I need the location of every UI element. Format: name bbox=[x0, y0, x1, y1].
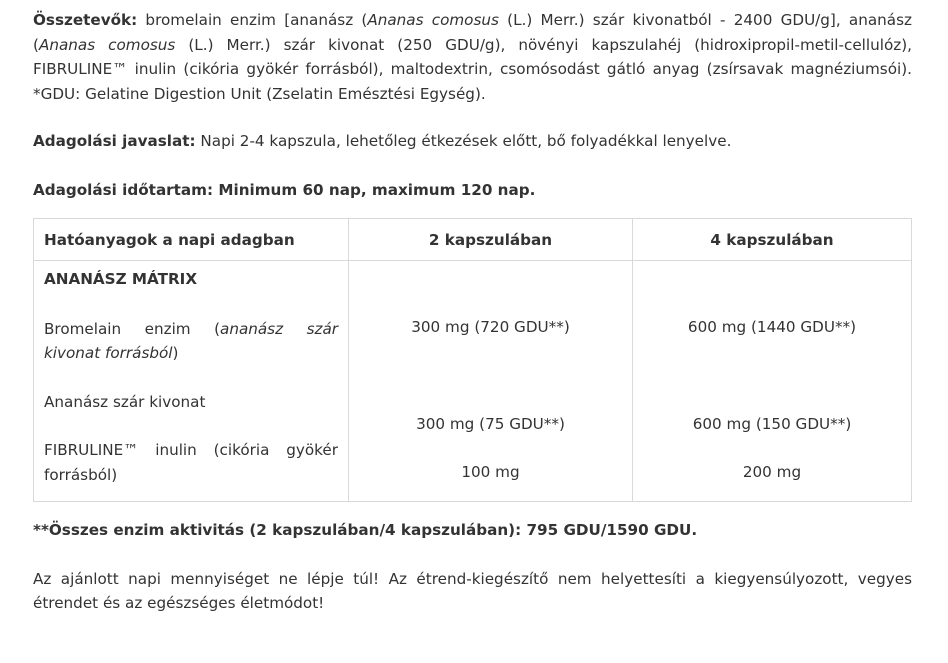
total-enzyme-activity: **Összes enzim aktivitás (2 kapszulában/4 kapszulában): 795 GDU/1590 GDU. bbox=[33, 521, 698, 539]
value-bromelain-4: 600 mg (1440 GDU**) bbox=[687, 318, 857, 336]
product-info-content bbox=[33, 8, 912, 616]
table-header-row bbox=[34, 219, 912, 261]
ananasz-label: Ananász szár kivonat bbox=[44, 392, 206, 411]
table-cell-4-capsules bbox=[633, 261, 912, 502]
ingredients-text-2: (L.) Merr.) szár kivonatból - 2400 GDU/g], ananász ( bbox=[33, 11, 912, 54]
section-title: ANANÁSZ MÁTRIX bbox=[44, 270, 198, 288]
value-ananasz-4: 600 mg (150 GDU**) bbox=[692, 414, 852, 433]
value-fibruline-4: 200 mg bbox=[742, 463, 802, 481]
bromelain-label: Bromelain enzim (ananász szár kivonat forrásból) bbox=[44, 319, 339, 362]
ingredients-text-1: bromelain enzim [ananász ( bbox=[137, 11, 368, 29]
active-ingredients-table bbox=[33, 218, 912, 502]
dosage-label: Adagolási javaslat: bbox=[33, 132, 196, 150]
table-header-cell: 4 kapszulában bbox=[633, 219, 912, 261]
ingredients-latin-1: Ananas comosus bbox=[367, 11, 499, 29]
warning-paragraph: Az ajánlott napi mennyiséget ne lépje túl! Az étrend-kiegészítő nem helyettesíti a kiegyensúlyozott, vegyes étrendet és az egészséges életmódot! bbox=[33, 569, 912, 612]
ingredients-text-3: (L.) Merr.) szár kivonat (250 GDU/g), növényi kapszulahéj (hidroxipropil-metil-cellulóz), FIBRULINE™ inulin (cikória gyökér forrásból), maltodextrin, csomósodást gátló anyag (zsírsavak magnéziumsói). *GDU: Gelatine Digestion Unit (Zselatin Emésztési Egység). bbox=[33, 35, 912, 103]
table-header-cell: 2 kapszulában bbox=[349, 219, 633, 261]
value-ananasz-2: 300 mg (75 GDU**) bbox=[416, 414, 565, 433]
ingredients-latin-2: Ananas comosus bbox=[38, 35, 176, 54]
duration-text: Adagolási időtartam: Minimum 60 nap, maximum 120 nap. bbox=[33, 180, 536, 199]
table-header-cell: Hatóanyagok a napi adagban bbox=[34, 219, 349, 261]
table-cell-2-capsules bbox=[349, 261, 633, 502]
value-fibruline-2: 100 mg bbox=[461, 463, 520, 481]
value-bromelain-2: 300 mg (720 GDU**) bbox=[411, 318, 570, 336]
fibruline-label: FIBRULINE™ inulin (cikória gyökér forrásból) bbox=[44, 441, 338, 484]
dosage-paragraph bbox=[33, 129, 912, 154]
table-cell-ingredients bbox=[34, 261, 349, 502]
table-row bbox=[34, 261, 912, 502]
ingredients-paragraph bbox=[33, 8, 912, 106]
ingredients-label: Összetevők: bbox=[33, 11, 138, 29]
duration-paragraph bbox=[33, 178, 912, 203]
dosage-text: Napi 2-4 kapszula, lehetőleg étkezések előtt, bő folyadékkal lenyelve. bbox=[195, 132, 732, 150]
